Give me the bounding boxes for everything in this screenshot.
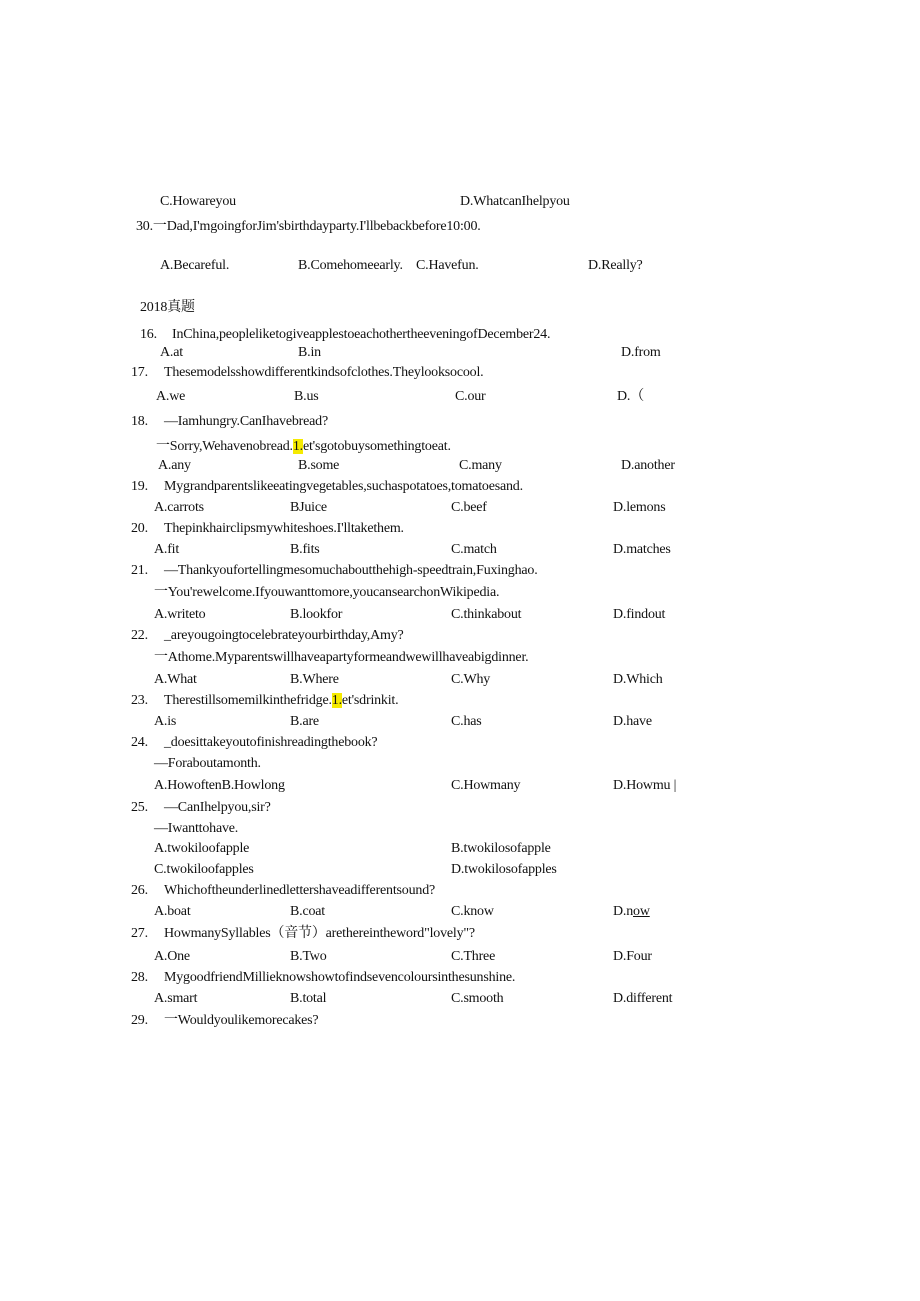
question-26-option-d bbox=[613, 904, 650, 920]
question-25-option-c: C.twokiloofapples bbox=[154, 862, 254, 877]
question-30-option-c: C.Havefun. bbox=[416, 258, 479, 273]
option-d-prefix: D.n bbox=[613, 904, 634, 919]
question-17-option-d: D.（ bbox=[617, 389, 645, 404]
question-22-option-b: B.Where bbox=[290, 672, 339, 687]
question-27-number: 27. bbox=[131, 926, 148, 941]
question-21-stem: —Thankyoufortellingmesomuchaboutthehigh-speedtrain,Fuxinghao. bbox=[164, 563, 538, 578]
question-26-stem: Whichoftheunderlinedlettershaveadifferentsound? bbox=[164, 883, 436, 898]
question-18-option-d: D.another bbox=[621, 458, 675, 473]
question-26-option-a: A.boat bbox=[154, 904, 191, 919]
question-18-option-c: C.many bbox=[459, 458, 502, 473]
question-16-option-a: A.at bbox=[160, 345, 183, 360]
question-29-number: 29. bbox=[131, 1013, 148, 1028]
question-24-reply: —Foraboutamonth. bbox=[154, 756, 261, 771]
question-22-option-d: D.Which bbox=[613, 672, 663, 687]
question-21-option-d: D.findout bbox=[613, 607, 666, 622]
question-22-option-c: C.Why bbox=[451, 672, 491, 687]
question-20-option-c: C.match bbox=[451, 542, 497, 557]
question-29-stem: 一Wouldyoulikemorecakes? bbox=[164, 1013, 319, 1028]
option-c: C.Howareyou bbox=[160, 194, 236, 209]
question-16-option-b: B.in bbox=[298, 345, 321, 360]
question-27-option-d: D.Four bbox=[613, 949, 652, 964]
question-18-option-b: B.some bbox=[298, 458, 340, 473]
question-24-option-d: D.Howmu | bbox=[613, 778, 677, 793]
question-18-number: 18. bbox=[131, 414, 148, 429]
question-23-option-a: A.is bbox=[154, 714, 177, 729]
question-20-option-d: D.matches bbox=[613, 542, 671, 557]
question-23-option-c: C.has bbox=[451, 714, 482, 729]
question-28-number: 28. bbox=[131, 970, 148, 985]
question-27-option-c: C.Three bbox=[451, 949, 496, 964]
question-25-reply: —Iwanttohave. bbox=[154, 821, 239, 836]
question-20-option-a: A.fit bbox=[154, 542, 180, 557]
question-21-option-c: C.thinkabout bbox=[451, 607, 522, 622]
question-27-option-a: A.One bbox=[154, 949, 190, 964]
question-27-option-b: B.Two bbox=[290, 949, 327, 964]
question-23-option-d: D.have bbox=[613, 714, 652, 729]
question-23-option-b: B.are bbox=[290, 714, 319, 729]
question-18-option-a: A.any bbox=[158, 458, 191, 473]
question-23-stem bbox=[164, 693, 398, 709]
question-17-option-c: C.our bbox=[455, 389, 486, 404]
question-22-stem: _areyougoingtocelebrateyourbirthday,Amy? bbox=[164, 628, 404, 643]
question-28-option-d: D.different bbox=[613, 991, 673, 1006]
question-17-option-b: B.us bbox=[294, 389, 319, 404]
question-26-option-c: C.know bbox=[451, 904, 494, 919]
question-28-stem: MygoodfriendMillieknowshowtofindsevencoloursinthesunshine. bbox=[164, 970, 516, 985]
reply-text-end: et'sgotobuysomethingtoeat. bbox=[302, 439, 451, 454]
question-16-option-d: D.from bbox=[621, 345, 661, 360]
question-24-stem: _doesittakeyoutofinishreadingthebook? bbox=[164, 735, 378, 750]
question-24-number: 24. bbox=[131, 735, 148, 750]
question-18-reply bbox=[156, 439, 451, 455]
question-19-option-d: D.lemons bbox=[613, 500, 666, 515]
question-17-number: 17. bbox=[131, 365, 148, 380]
question-19-option-a: A.carrots bbox=[154, 500, 204, 515]
question-20-option-b: B.fits bbox=[290, 542, 320, 557]
question-25-option-a: A.twokiloofapple bbox=[154, 841, 250, 856]
question-21-option-a: A.writeto bbox=[154, 607, 206, 622]
stem-text-start: Therestillsomemilkinthefridge. bbox=[164, 693, 332, 708]
question-21-number: 21. bbox=[131, 563, 148, 578]
question-20-number: 20. bbox=[131, 521, 148, 536]
question-25-option-b: B.twokilosofapple bbox=[451, 841, 551, 856]
question-19-option-c: C.beef bbox=[451, 500, 487, 515]
section-title: 2018真题 bbox=[140, 300, 195, 315]
question-25-number: 25. bbox=[131, 800, 148, 815]
question-30-stem: 30.一Dad,I'mgoingforJim'sbirthdayparty.I'llbebackbefore10:00. bbox=[136, 219, 481, 234]
question-20-stem: Thepinkhairclipsmywhiteshoes.I'lltakethem. bbox=[164, 521, 404, 536]
question-28-option-c: C.smooth bbox=[451, 991, 504, 1006]
question-22-option-a: A.What bbox=[154, 672, 197, 687]
highlight-mark: 1. bbox=[331, 693, 342, 708]
question-24-option-c: C.Howmany bbox=[451, 778, 521, 793]
question-17-stem: Thesemodelsshowdifferentkindsofclothes.Theylooksocool. bbox=[164, 365, 484, 380]
question-26-number: 26. bbox=[131, 883, 148, 898]
question-17-option-a: A.we bbox=[156, 389, 186, 404]
question-27-stem: HowmanySyllables（音节）arethereintheword"lovely"? bbox=[164, 926, 475, 941]
question-21-option-b: B.lookfor bbox=[290, 607, 343, 622]
question-30-option-b: B.Comehomeearly. bbox=[298, 258, 403, 273]
option-d: D.WhatcanIhelpyou bbox=[460, 194, 570, 209]
underlined-letters: ow bbox=[633, 904, 650, 919]
question-23-number: 23. bbox=[131, 693, 148, 708]
question-26-option-b: B.coat bbox=[290, 904, 325, 919]
question-28-option-a: A.smart bbox=[154, 991, 198, 1006]
question-22-reply: 一Athome.Myparentswillhaveapartyformeandwewillhaveabigdinner. bbox=[154, 650, 529, 665]
question-22-number: 22. bbox=[131, 628, 148, 643]
question-19-stem: Mygrandparentslikeeatingvegetables,suchaspotatoes,tomatoesand. bbox=[164, 479, 523, 494]
question-30-option-a: A.Becareful. bbox=[160, 258, 230, 273]
question-16-number: 16. bbox=[140, 327, 157, 342]
question-21-reply: 一You'rewelcome.Ifyouwanttomore,youcansearchonWikipedia. bbox=[154, 585, 500, 600]
question-28-option-b: B.total bbox=[290, 991, 327, 1006]
question-19-option-b: BJuice bbox=[290, 500, 327, 515]
question-18-stem: —Iamhungry.CanIhavebread? bbox=[164, 414, 328, 429]
highlight-mark: 1. bbox=[292, 439, 303, 454]
stem-text-end: et'sdrinkit. bbox=[341, 693, 399, 708]
question-24-option-ab: A.HowoftenB.Howlong bbox=[154, 778, 285, 793]
question-16-stem: InChina,peopleliketogiveapplestoeachothertheeveningofDecember24. bbox=[172, 327, 551, 342]
question-25-option-d: D.twokilosofapples bbox=[451, 862, 557, 877]
reply-text-start: 一Sorry,Wehavenobread. bbox=[156, 439, 293, 454]
question-25-stem: —CanIhelpyou,sir? bbox=[164, 800, 271, 815]
question-19-number: 19. bbox=[131, 479, 148, 494]
question-30-option-d: D.Really? bbox=[588, 258, 643, 273]
